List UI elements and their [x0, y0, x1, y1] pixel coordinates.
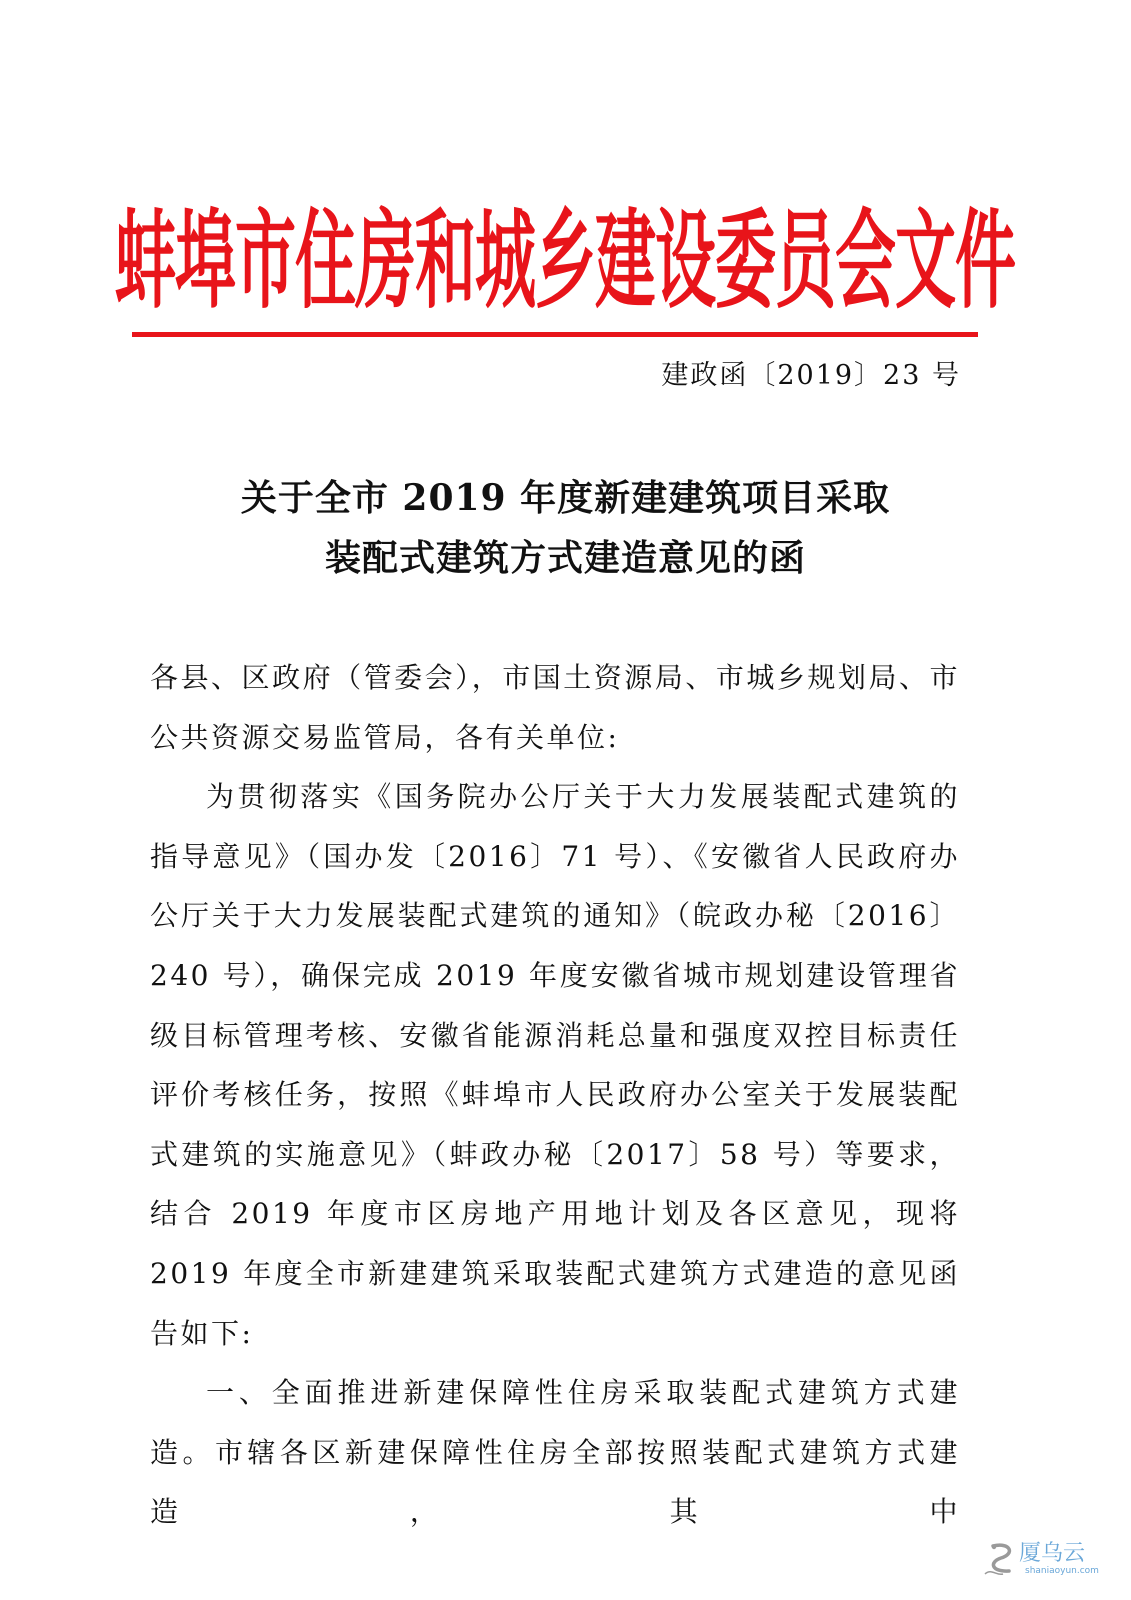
issuing-authority-header: 蚌埠市住房和城乡建设委员会文件	[115, 198, 1016, 323]
body-paragraph-1: 为贯彻落实《国务院办公厅关于大力发展装配式建筑的指导意见》（国办发〔2016〕71 号）、《安徽省人民政府办公厅关于大力发展装配式建筑的通知》（皖政办秘〔2016〕240 号），确保完成 2019 年度安徽省城市规划建设管理省级目标管理考核、安徽省能源消耗总量和强度双控目标责任评价考核任务，按照《蚌埠市人民政府办公室关于发展装配式建筑的实施意见》（蚌政办秘〔2017〕58 号）等要求，结合 2019 年度市区房地产用地计划及各区意见，现将 2019 年度全市新建建筑采取装配式建筑方式建造的意见函告如下:	[150, 780, 960, 1350]
red-divider-line	[132, 332, 978, 337]
addressee-paragraph: 各县、区政府（管委会），市国土资源局、市城乡规划局、市公共资源交易监管局，各有关单位:	[150, 661, 960, 754]
watermark-url: shaniaoyun.com	[1025, 1566, 1099, 1576]
document-body	[150, 648, 960, 1542]
watermark	[981, 1532, 1101, 1592]
document-number: 建政函〔2019〕23 号	[661, 360, 961, 391]
watermark-name: 厦乌云	[1019, 1541, 1086, 1566]
body-paragraph-2: 一、全面推进新建保障性住房采取装配式建筑方式建造。市辖各区新建保障性住房全部按照装配式建筑方式建造，其中	[150, 1376, 960, 1529]
document-title-line-2: 装配式建筑方式建造意见的函	[324, 537, 806, 579]
snake-logo-icon	[981, 1538, 1021, 1578]
document-title-line-1: 关于全市 2019 年度新建建筑项目采取	[240, 477, 891, 519]
